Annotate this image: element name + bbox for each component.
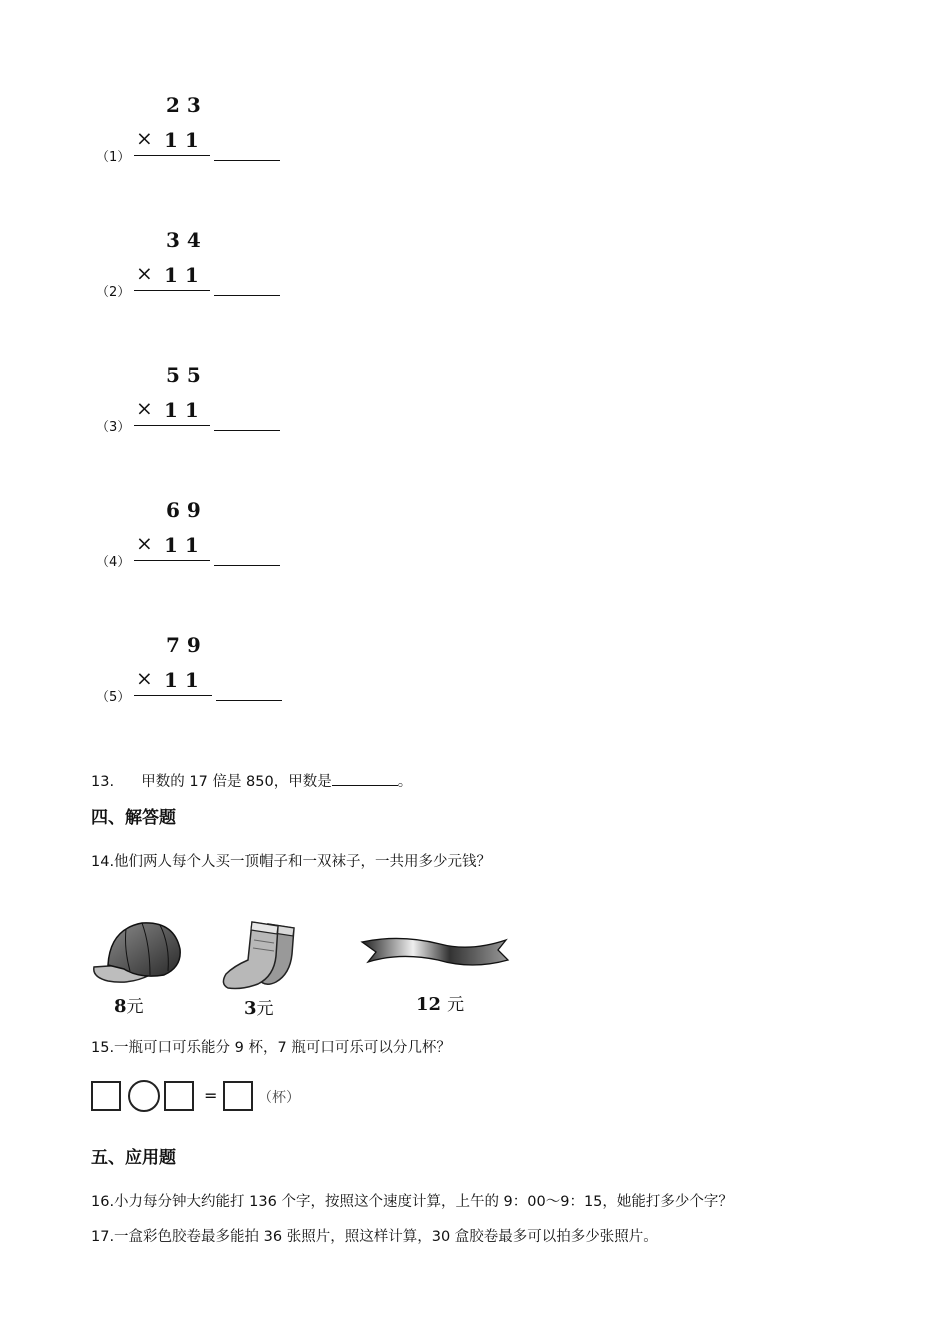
section-heading-4: 四、解答题 (91, 808, 176, 828)
question-13 (91, 770, 412, 791)
multiplication-problem-2 (0, 223, 320, 303)
multiplication-problem-3 (0, 358, 320, 438)
product-line (134, 290, 210, 291)
multiplicand: 6 9 (166, 498, 201, 522)
times-sign: × (136, 531, 153, 555)
times-sign: × (136, 126, 153, 150)
multiplier: 1 1 (164, 398, 199, 422)
answer-blank[interactable] (332, 771, 398, 786)
problem-label: （3） (96, 420, 131, 435)
problem-label: （1） (96, 150, 131, 165)
scarf-price (416, 990, 464, 1015)
price-unit: 元 (126, 997, 144, 1017)
product-line (134, 695, 212, 696)
question-17-text: 17.一盒彩色胶卷最多能拍 36 张照片，照这样计算，30 盒胶卷最多可以拍多少张照片。 (91, 1229, 658, 1245)
unit-label: （杯） (258, 1090, 300, 1106)
multiplier: 1 1 (164, 263, 199, 287)
multiplicand: 7 9 (166, 633, 201, 657)
price-unit: 元 (447, 995, 465, 1015)
times-sign: × (136, 261, 153, 285)
problem-label: （2） (96, 285, 131, 300)
socks-icon (218, 918, 302, 992)
problem-label: （5） (96, 690, 131, 705)
price-value: 3 (244, 998, 257, 1019)
scarf-icon (360, 930, 510, 974)
multiplication-problem-5 (0, 628, 320, 708)
question-15-text: 15.一瓶可口可乐能分 9 杯，7 瓶可口可乐可以分几杯？ (91, 1040, 451, 1056)
answer-blank[interactable] (214, 430, 280, 431)
times-sign: × (136, 396, 153, 420)
price-value: 12 (416, 994, 442, 1015)
question-14-text: 14.他们两人每个人买一顶帽子和一双袜子，一共用多少元钱？ (91, 854, 492, 870)
cap-icon (90, 915, 186, 987)
question-end: 。 (397, 774, 413, 790)
operator-circle[interactable] (128, 1080, 160, 1112)
multiplier: 1 1 (164, 533, 199, 557)
equals-sign: = (204, 1086, 218, 1105)
multiplication-problem-1 (0, 88, 320, 168)
multiplication-problem-4 (0, 493, 320, 573)
times-sign: × (136, 666, 153, 690)
question-16-text: 16.小力每分钟大约能打 136 个字，按照这个速度计算，上午的 9：00～9：15，她能打多少个字？ (91, 1194, 733, 1210)
answer-blank[interactable] (214, 160, 280, 161)
product-line (134, 560, 210, 561)
answer-blank[interactable] (214, 295, 280, 296)
section-heading-5: 五、应用题 (91, 1148, 176, 1168)
problem-label: （4） (96, 555, 131, 570)
multiplier: 1 1 (164, 128, 199, 152)
multiplicand: 5 5 (166, 363, 201, 387)
multiplicand: 3 4 (166, 228, 201, 252)
multiplier: 1 1 (164, 668, 199, 692)
price-unit: 元 (256, 999, 274, 1019)
cap-price (114, 992, 144, 1017)
answer-blank[interactable] (214, 565, 280, 566)
multiplicand: 2 3 (166, 93, 201, 117)
answer-blank[interactable] (216, 700, 282, 701)
product-line (134, 155, 210, 156)
answer-box-result[interactable] (223, 1081, 253, 1111)
question-number: 13. (91, 774, 115, 790)
answer-box-2[interactable] (164, 1081, 194, 1111)
product-line (134, 425, 210, 426)
price-value: 8 (114, 996, 127, 1017)
answer-box-1[interactable] (91, 1081, 121, 1111)
socks-price (244, 994, 274, 1019)
question-text: 甲数的 17 倍是 850，甲数是 (141, 774, 332, 790)
